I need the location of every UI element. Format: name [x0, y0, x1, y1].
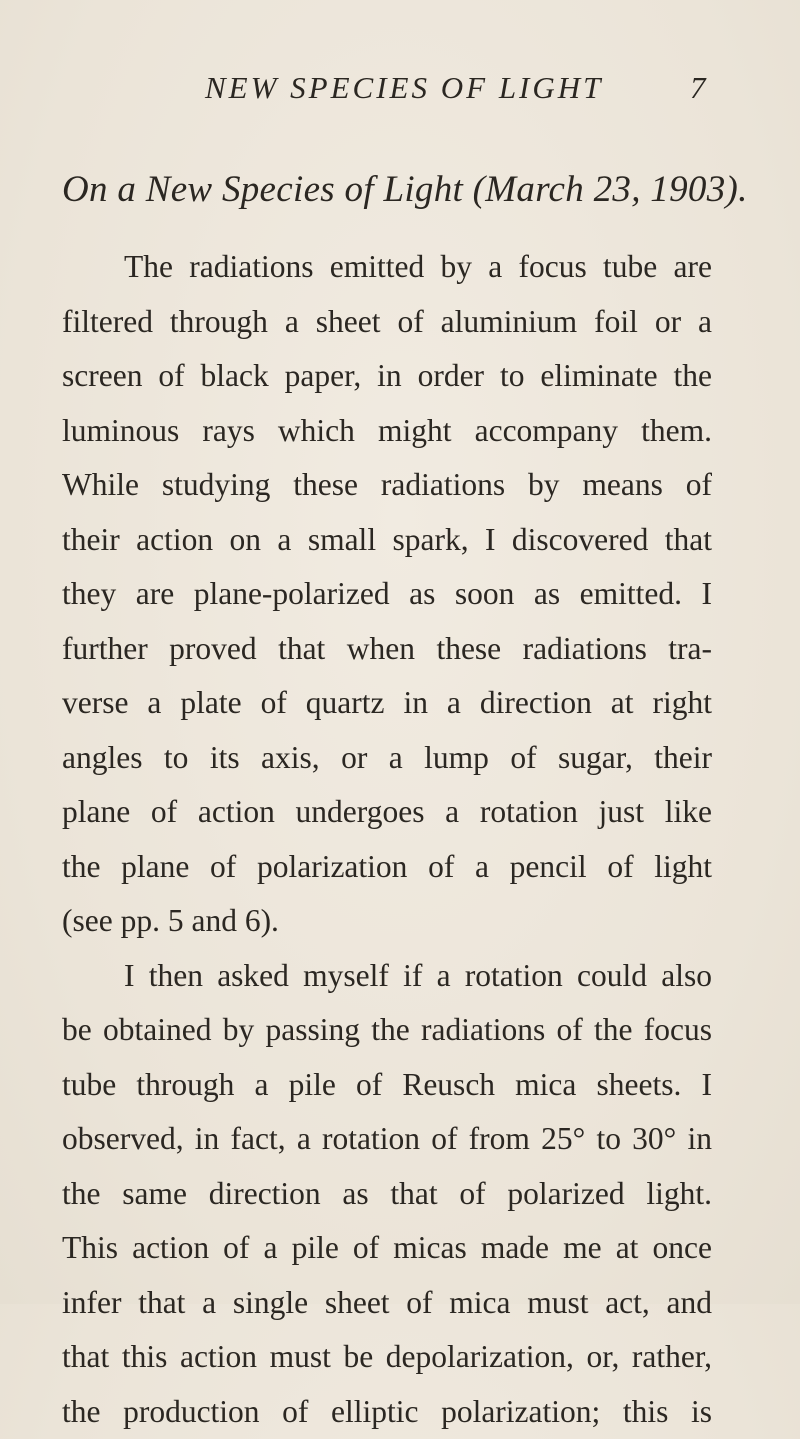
text-line: further proved that when these radiations tra- — [62, 622, 712, 677]
text-line: the production of elliptic polarization; this is — [62, 1385, 712, 1439]
text-line: be obtained by passing the radiations of the focus — [62, 1003, 712, 1058]
text-line: This action of a pile of micas made me at once — [62, 1221, 712, 1276]
text-line: tube through a pile of Reusch mica sheets. I — [62, 1058, 712, 1113]
text-line: While studying these radiations by means of — [62, 458, 712, 513]
text-line: their action on a small spark, I discovered that — [62, 513, 712, 568]
text-line: luminous rays which might accompany them. — [62, 404, 712, 459]
text-line: verse a plate of quartz in a direction at right — [62, 676, 712, 731]
section-title: On a New Species of Light (March 23, 1903). — [62, 168, 748, 211]
running-title: NEW SPECIES OF LIGHT — [205, 70, 603, 106]
text-line: observed, in fact, a rotation of from 25° to 30° in — [62, 1112, 712, 1167]
text-line: (see pp. 5 and 6). — [62, 894, 712, 949]
text-line: they are plane-polarized as soon as emitted. I — [62, 567, 712, 622]
running-head — [0, 70, 800, 110]
text-line: plane of action undergoes a rotation just like — [62, 785, 712, 840]
text-line: infer that a single sheet of mica must act, and — [62, 1276, 712, 1331]
text-line: the same direction as that of polarized light. — [62, 1167, 712, 1222]
text-line: angles to its axis, or a lump of sugar, their — [62, 731, 712, 786]
text-line: that this action must be depolarization, or, rather, — [62, 1330, 712, 1385]
text-line: filtered through a sheet of aluminium foil or a — [62, 295, 712, 350]
page-number: 7 — [690, 70, 706, 106]
text-line: I then asked myself if a rotation could also — [62, 949, 712, 1004]
text-line: the plane of polarization of a pencil of light — [62, 840, 712, 895]
text-line: screen of black paper, in order to eliminate the — [62, 349, 712, 404]
text-line: The radiations emitted by a focus tube are — [62, 240, 712, 295]
body-text — [62, 240, 712, 1439]
